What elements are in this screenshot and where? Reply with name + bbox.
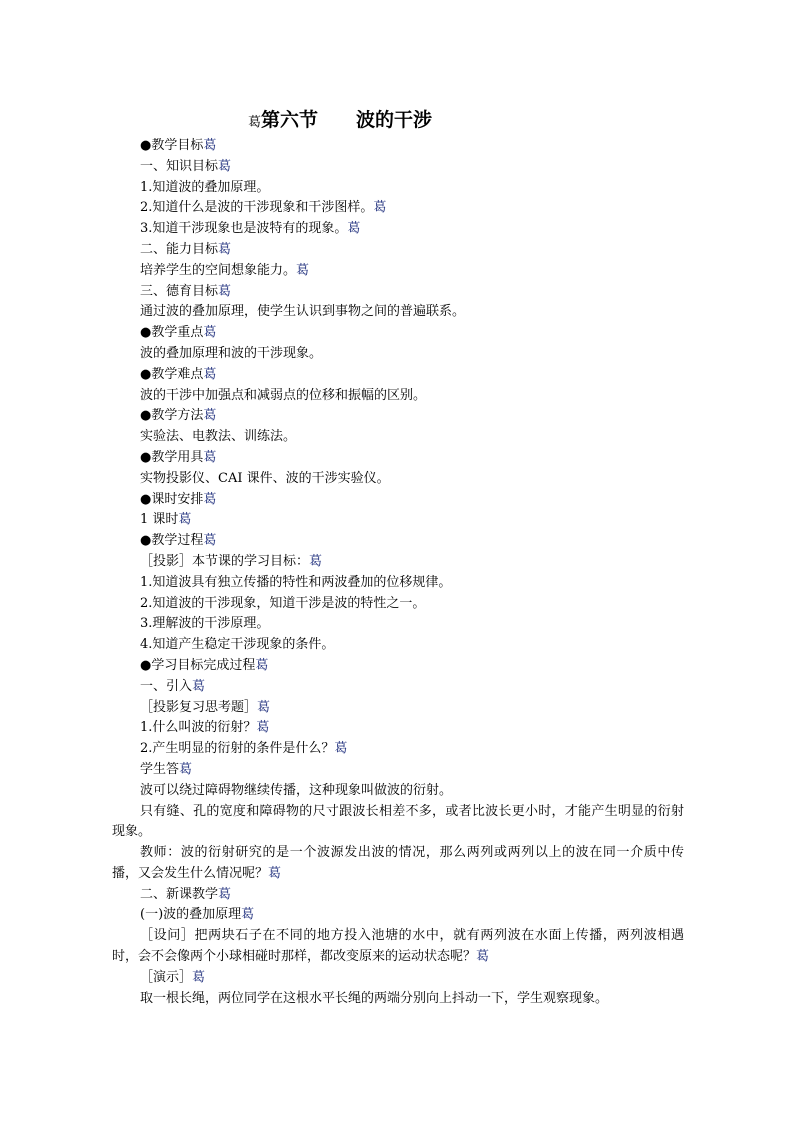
title-marker: 葛 [248,115,262,130]
line-text: 2.知道什么是波的干涉现象和干涉图样。 [140,200,374,216]
line-marker: 葛 [203,491,217,507]
line-text: 波可以绕过障碍物继续传播，这种现象叫做波的衍射。 [140,782,453,798]
line-text: 通过波的叠加原理，使学生认识到事物之间的普遍联系。 [140,304,466,320]
line-text: 波的干涉中加强点和减弱点的位移和振幅的区别。 [140,387,427,403]
text-line [112,219,684,240]
section-heading [112,406,684,427]
line-text: 培养学生的空间想象能力。 [140,262,297,278]
line-text: 实物投影仪、CAI 课件、波的干涉实验仪。 [140,470,390,486]
line-text: ●教学方法 [140,408,204,424]
line-marker: 葛 [203,138,217,153]
line-text: 波的叠加原理和波的干涉现象。 [140,345,323,361]
text-line [112,905,684,926]
line-marker: 葛 [476,949,490,965]
text-line [112,427,684,448]
line-marker: 葛 [192,969,206,985]
text-line [112,302,684,323]
line-text: 取一根长绳，两位同学在这根水平长绳的两端分别向上抖动一下，学生观察现象。 [140,990,609,1006]
text-line [112,677,684,698]
paragraph [112,802,684,844]
text-line [112,386,684,407]
line-text: 1.知道波的叠加原理。 [140,179,270,195]
text-line [112,781,684,802]
section-heading [112,490,684,511]
line-text: 实验法、电教法、训练法。 [140,429,297,445]
line-marker: 葛 [203,366,217,382]
paragraph [112,926,684,968]
text-line [112,469,684,490]
section-heading [112,531,684,552]
line-text: 一、知识目标 [140,158,219,174]
line-text: 2.知道波的干涉现象，知道干涉是波的特性之一。 [140,595,426,611]
line-marker: 葛 [257,699,271,715]
line-marker: 葛 [218,886,232,902]
line-text: ●教学用具 [140,449,204,465]
text-line [112,968,684,989]
line-marker: 葛 [203,533,217,549]
line-text: ●学习目标完成过程 [140,657,256,673]
text-line [112,178,684,199]
line-text: 三、德育目标 [140,283,219,299]
line-marker: 葛 [309,553,323,569]
text-line [112,157,684,178]
document-body [112,136,684,1009]
line-text: 二、新课教学 [140,886,219,902]
line-text: 只有缝、孔的宽度和障碍物的尺寸跟波长相差不多，或者比波长更小时，才能产生明显的衍射现象。 [112,803,684,840]
text-line [112,739,684,760]
text-line [112,989,684,1010]
page-title [248,105,432,132]
text-line [112,261,684,282]
line-marker: 葛 [334,741,348,757]
text-line [112,510,684,531]
section-heading [112,365,684,386]
line-text: ●教学重点 [140,325,204,341]
line-text: ●课时安排 [140,491,204,507]
line-text: 学生答 [140,761,180,777]
line-marker: 葛 [241,907,255,923]
text-line [112,760,684,781]
line-text: ［演示］ [140,969,193,985]
text-line [112,573,684,594]
line-marker: 葛 [373,200,387,216]
line-marker: 葛 [268,865,282,881]
line-marker: 葛 [178,512,192,528]
text-line [112,885,684,906]
line-marker: 葛 [296,262,310,278]
line-marker: 葛 [203,408,217,424]
text-line [112,552,684,573]
text-line [112,614,684,635]
line-marker: 葛 [218,241,232,257]
line-marker: 葛 [218,158,232,174]
line-marker: 葛 [179,761,193,777]
text-line [112,594,684,615]
text-line [112,635,684,656]
line-text: 教师：波的衍射研究的是一个波源发出波的情况，那么两列或两列以上的波在同一介质中传播，又会发生什么情况呢？ [112,845,684,881]
section-heading [112,323,684,344]
text-line [112,282,684,303]
line-text: ［投影复习思考题］ [140,699,258,715]
line-text: 一、引入 [140,678,193,694]
line-text: ［投影］本节课的学习目标： [140,553,310,569]
text-line [112,198,684,219]
line-text: 二、能力目标 [140,241,219,257]
line-text: ●教学过程 [140,533,204,549]
section-heading [112,448,684,469]
section-heading [112,656,684,677]
line-text: 1.知道波具有独立传播的特性和两波叠加的位移规律。 [140,574,452,590]
line-text: 1.什么叫波的衍射？ [140,720,257,736]
text-line [112,698,684,719]
line-marker: 葛 [203,325,217,341]
text-line [112,718,684,739]
line-marker: 葛 [192,678,206,694]
section-heading [112,136,684,157]
line-marker: 葛 [203,449,217,465]
line-marker: 葛 [218,283,232,299]
line-marker: 葛 [256,720,270,736]
paragraph [112,843,684,885]
line-marker: 葛 [255,657,269,673]
line-text: ●教学目标 [140,138,204,153]
line-text: (一)波的叠加原理 [140,907,242,923]
line-text: 3.知道干涉现象也是波特有的现象。 [140,221,348,237]
line-text: 1 课时 [140,512,179,528]
line-text: 3.理解波的干涉原理。 [140,616,270,632]
line-text: 2.产生明显的衍射的条件是什么？ [140,741,335,757]
line-text: 4.知道产生稳定干涉现象的条件。 [140,637,335,653]
line-marker: 葛 [347,221,361,237]
line-text: ●教学难点 [140,366,204,382]
line-text: ［设问］把两块石子在不同的地方投入池塘的水中，就有两列波在水面上传播，两列波相遇时，会不会像两个小球相碰时那样，都改变原来的运动状态呢？ [112,928,684,965]
title-text: 第六节 波的干涉 [261,109,433,131]
text-line [112,240,684,261]
text-line [112,344,684,365]
